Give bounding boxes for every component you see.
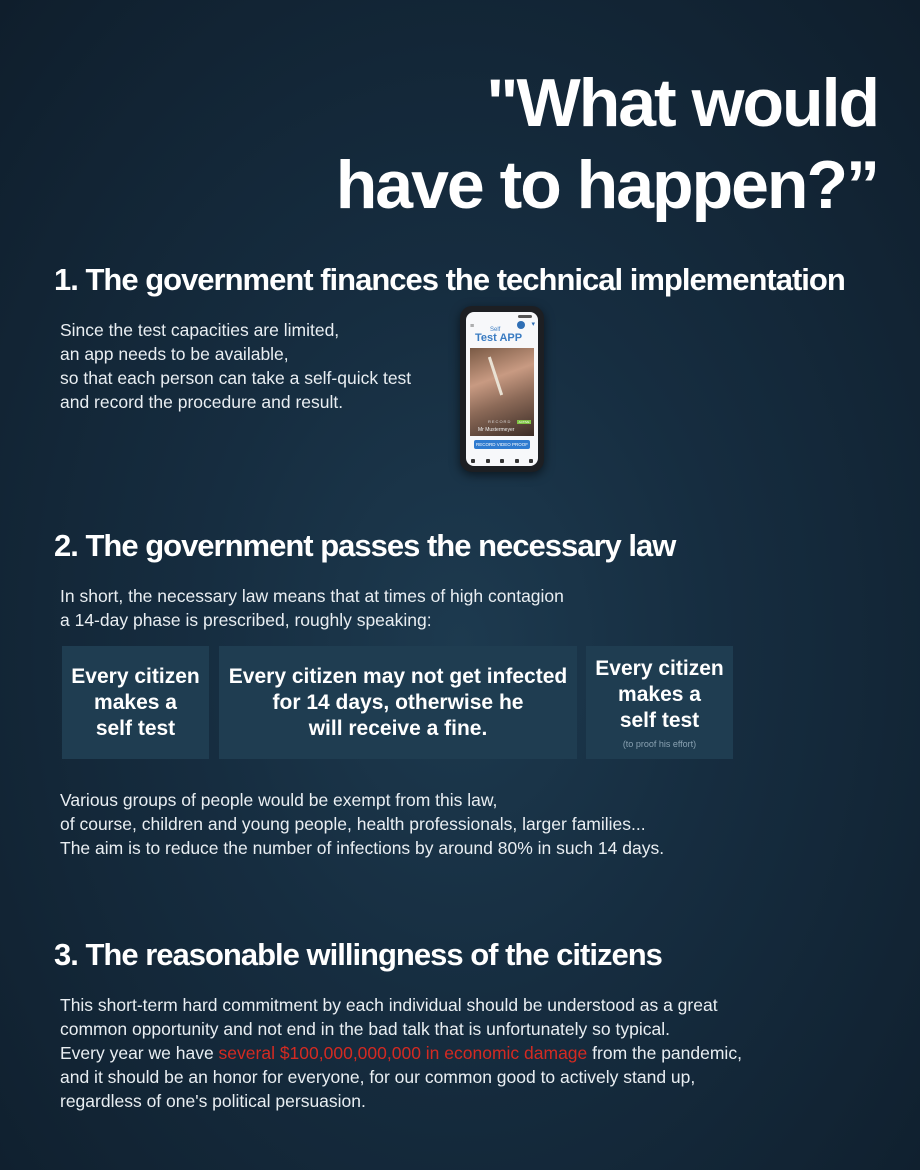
section-3-line: regardless of one's political persuasion. <box>60 1091 366 1111</box>
rule-box-2 <box>219 646 577 759</box>
main-title <box>336 62 878 226</box>
section-3-line-start: Every year we have <box>60 1043 219 1063</box>
section-2-intro-line: a 14-day phase is prescribed, roughly speaking: <box>60 610 432 630</box>
rule-box-line: for 14 days, otherwise he <box>272 690 524 714</box>
phone-mockup <box>460 306 544 472</box>
section-1-line: and record the procedure and result. <box>60 392 344 412</box>
section-2-outro-line: of course, children and young people, health professionals, larger families... <box>60 814 646 834</box>
rule-box-line: makes a <box>94 690 177 714</box>
rule-box-line: self test <box>95 716 176 740</box>
avatar <box>517 321 525 329</box>
section-1-text <box>60 318 411 414</box>
main-title-line-2: have to happen?” <box>335 147 878 223</box>
wifi-icon: ▾ <box>531 321 535 328</box>
phone-nav-bar <box>471 459 533 463</box>
menu-icon: ≡ <box>470 323 475 330</box>
status-bar-icon <box>518 315 532 318</box>
section-2-outro-line: Various groups of people would be exempt from this law, <box>60 790 498 810</box>
inbox-icon[interactable] <box>515 459 519 463</box>
rule-box-3 <box>586 646 733 759</box>
rule-box-line: Every citizen <box>71 664 200 688</box>
swab-icon <box>488 357 503 396</box>
section-2-heading: 2. The government passes the necessary law <box>54 528 676 563</box>
section-3-line: and it should be an honor for everyone, for our common good to actively stand up, <box>60 1067 696 1087</box>
profile-icon[interactable] <box>529 459 533 463</box>
rule-box-line: Every citizen <box>595 656 724 680</box>
app-subtitle: Self <box>490 327 501 333</box>
section-1-line: an app needs to be available, <box>60 344 289 364</box>
search-icon[interactable] <box>486 459 490 463</box>
rule-box-note: (to proof his effort) <box>622 738 697 749</box>
rule-box-1 <box>62 646 209 759</box>
section-3-line <box>60 1041 742 1065</box>
section-2-outro-line: The aim is to reduce the number of infections by around 80% in such 14 days. <box>60 838 665 858</box>
self-test-photo <box>470 348 534 436</box>
main-title-line-1: "What would <box>486 65 878 141</box>
rule-box-line: self test <box>619 708 700 732</box>
section-3-heading: 3. The reasonable willingness of the citizens <box>54 937 662 972</box>
record-video-proof-button[interactable]: RECORD VIDEO PROOF <box>475 442 528 447</box>
rule-box-line: Every citizen may not get infected <box>228 664 568 688</box>
phone-screen <box>466 312 538 466</box>
economic-damage-highlight: several $100,000,000,000 in economic damage <box>218 1043 588 1063</box>
home-icon[interactable] <box>471 459 475 463</box>
section-3-line: This short-term hard commitment by each individual should be understood as a great <box>60 995 718 1015</box>
app-title: Test APP <box>475 332 523 344</box>
rule-box-line: makes a <box>618 682 701 706</box>
section-3-text <box>60 993 742 1113</box>
section-3-line-end: from the pandemic, <box>587 1043 742 1063</box>
active-badge: ACTIVE <box>518 420 530 424</box>
add-icon[interactable] <box>500 459 504 463</box>
section-2-outro <box>60 788 664 860</box>
section-1-line: so that each person can take a self-quick test <box>60 368 412 388</box>
section-1-line: Since the test capacities are limited, <box>60 320 340 340</box>
record-label: RECORD <box>488 419 512 424</box>
section-1-heading: 1. The government finances the technical implementation <box>54 262 845 297</box>
section-2-intro-line: In short, the necessary law means that at times of high contagion <box>60 586 564 606</box>
photo-caption: Mr Mustermeyer <box>478 427 515 433</box>
rule-box-line: will receive a fine. <box>308 716 488 740</box>
section-2-intro <box>60 584 564 632</box>
section-3-line: common opportunity and not end in the bad talk that is unfortunately so typical. <box>60 1019 670 1039</box>
